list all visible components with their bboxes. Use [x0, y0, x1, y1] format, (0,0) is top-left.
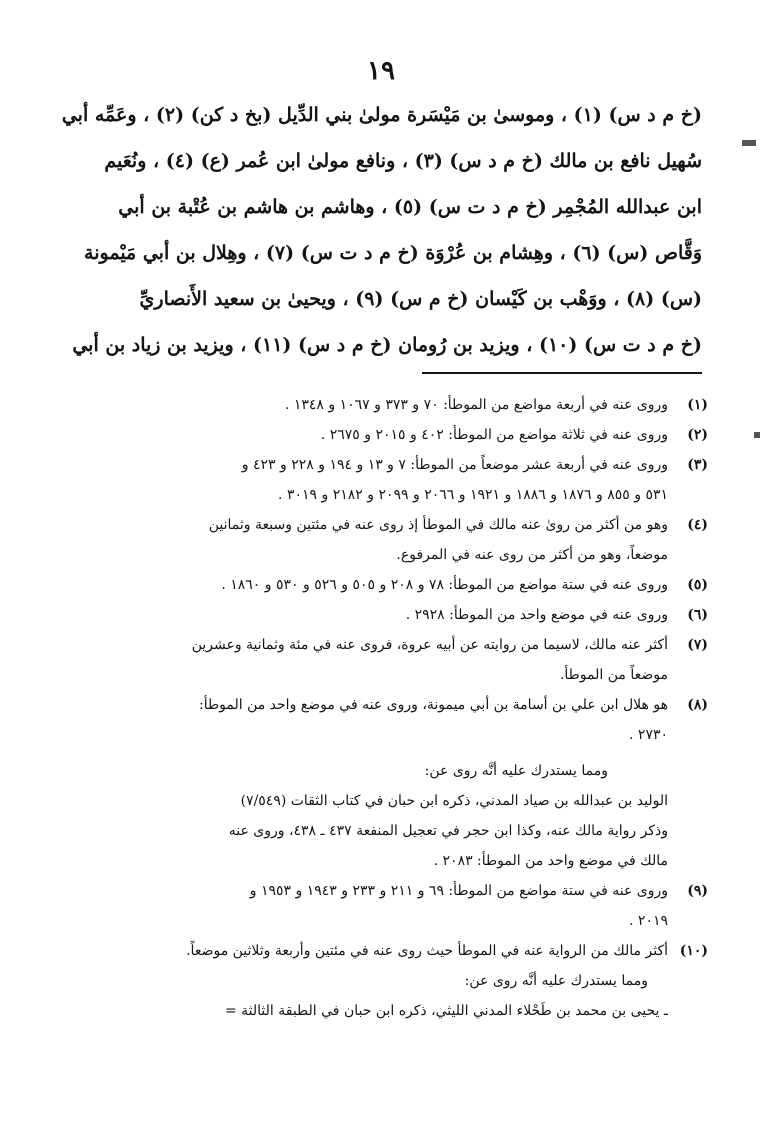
- footnote-line: وروى عنه في أربعة مواضع من الموطأ: ٧٠ و ٣٧٣ و ١٠٦٧ و ١٣٤٨ .: [284, 397, 668, 413]
- footnote-line: أكثر عنه مالك، لاسيما من روايته عن أبيه عروة، فروى عنه في مئة وثمانية وعشرين: [191, 637, 668, 653]
- footnote-line: موضعاً، وهو من أكثر من روى عنه في المرفوع.: [396, 547, 668, 563]
- addendum-line: مالك في موضع واحد من الموطأ: ٢٠٨٣ .: [433, 853, 668, 869]
- footnote-number: (٣): [687, 457, 708, 473]
- main-text-line: (خ م د ت س) (١٠) ، ويزيد بن رُومان (خ م د س) (١١) ، ويزيد بن زياد بن أبي: [72, 334, 702, 356]
- footnote-1: [58, 390, 708, 420]
- page-number: ١٩: [367, 56, 395, 86]
- footnote-number: (٥): [687, 577, 708, 593]
- footnote-2: [58, 420, 708, 450]
- footnote-line: ٢٠١٩ .: [629, 913, 668, 929]
- footnote-8: [58, 690, 708, 750]
- addendum-line: وذكر رواية مالك عنه، وكذا ابن حجر في تعجيل المنفعة ٤٣٧ ـ ٤٣٨، وروى عنه: [228, 823, 668, 839]
- footnote-4: [58, 510, 708, 570]
- footnotes: [58, 390, 708, 1026]
- footnote-number: (٩): [687, 883, 708, 899]
- main-text-line: سُهيل نافع بن مالك (خ م د س) (٣) ، ونافع مولىٰ ابن عُمر (ع) (٤) ، ونُعَيم: [104, 150, 702, 172]
- footnote-line: هو هلال ابن علي بن أسامة بن أبي ميمونة، وروى عنه في موضع واحد من الموطأ:: [199, 697, 668, 713]
- footnote-line: وهو من أكثر من روىٰ عنه مالك في الموطأ إذ روى عنه في مئتين وسبعة وثمانين: [208, 517, 668, 533]
- footnote-6: [58, 600, 708, 630]
- footnote-line: موضعاً من الموطأ.: [559, 667, 668, 683]
- footnote-10: [58, 936, 708, 1026]
- footnote-line: ومما يستدرك عليه أنَّه روى عن:: [464, 973, 648, 989]
- footnote-line: وروى عنه في ثلاثة مواضع من الموطأ: ٤٠٢ و ٢٠١٥ و ٢٦٧٥ .: [320, 427, 668, 443]
- main-text-line: (خ م د س) (١) ، وموسىٰ بن مَيْسَرة مولىٰ بني الدِّيل (بخ د كن) (٢) ، وعَمِّه أبي: [62, 104, 702, 126]
- footnote-line: وروى عنه في موضع واحد من الموطأ: ٢٩٢٨ .: [405, 607, 668, 623]
- addendum-intro: ومما يستدرك عليه أنَّه روى عن:: [424, 763, 608, 779]
- footnote-line: وروى عنه في ستة مواضع من الموطأ: ٧٨ و ٢٠٨ و ٥٠٥ و ٥٢٦ و ٥٣٠ و ١٨٦٠ .: [221, 577, 668, 593]
- footnote-line: ٥٣١ و ٨٥٥ و ١٨٧٦ و ١٨٨٦ و ١٩٢١ و ٢٠٦٦ و ٢٠٩٩ و ٢١٨٢ و ٣٠١٩ .: [278, 487, 668, 503]
- footnote-3: [58, 450, 708, 510]
- margin-smudge: [754, 432, 760, 438]
- footnote-separator: [422, 372, 702, 374]
- footnote-number: (١٠): [679, 943, 708, 959]
- main-text-line: وَقَّاص (س) (٦) ، وهِشام بن عُرْوَة (خ م د ت س) (٧) ، وهِلال بن أبي مَيْمونة: [84, 242, 702, 264]
- footnote-line: ٢٧٣٠ .: [629, 727, 668, 743]
- main-text-line: ابن عبدالله المُجْمِر (خ م د ت س) (٥) ، وهاشم بن هاشم بن عُتْبة بن أبي: [118, 196, 702, 218]
- main-text-line: (س) (٨) ، ووَهْب بن كَيْسان (خ م س) (٩) ، ويحيىٰ بن سعيد الأَنصاريِّ: [139, 288, 702, 310]
- footnote-5: [58, 570, 708, 600]
- footnote-8-addendum: [58, 756, 708, 876]
- footnote-9: [58, 876, 708, 936]
- footnote-7: [58, 630, 708, 690]
- footnote-number: (٤): [687, 517, 708, 533]
- footnote-line: وروى عنه في أربعة عشر موضعاً من الموطأ: ٧ و ١٣ و ١٩٤ و ٢٢٨ و ٤٢٣ و: [241, 457, 668, 473]
- main-text: [62, 92, 702, 368]
- footnote-number: (٦): [687, 607, 708, 623]
- footnote-line: وروى عنه في ستة مواضع من الموطأ: ٦٩ و ٢١١ و ٢٣٣ و ١٩٤٣ و ١٩٥٣ و: [249, 883, 668, 899]
- addendum-line: الوليد بن عبدالله بن صياد المدني، ذكره ابن حبان في كتاب الثقات (٧/٥٤٩): [240, 793, 668, 809]
- footnote-number: (٨): [687, 697, 708, 713]
- footnote-number: (٧): [687, 637, 708, 653]
- margin-smudge: [742, 140, 756, 146]
- footnote-line: ـ يحيى بن محمد بن طَحْلاء المدني الليثي، ذكره ابن حبان في الطبقة الثالثة =: [224, 1003, 668, 1019]
- footnote-number: (١): [687, 397, 708, 413]
- footnote-number: (٢): [687, 427, 708, 443]
- footnote-line: أكثر مالك من الرواية عنه في الموطأ حيث روى عنه في مئتين وأربعة وثلاثين موضعاً.: [186, 943, 668, 959]
